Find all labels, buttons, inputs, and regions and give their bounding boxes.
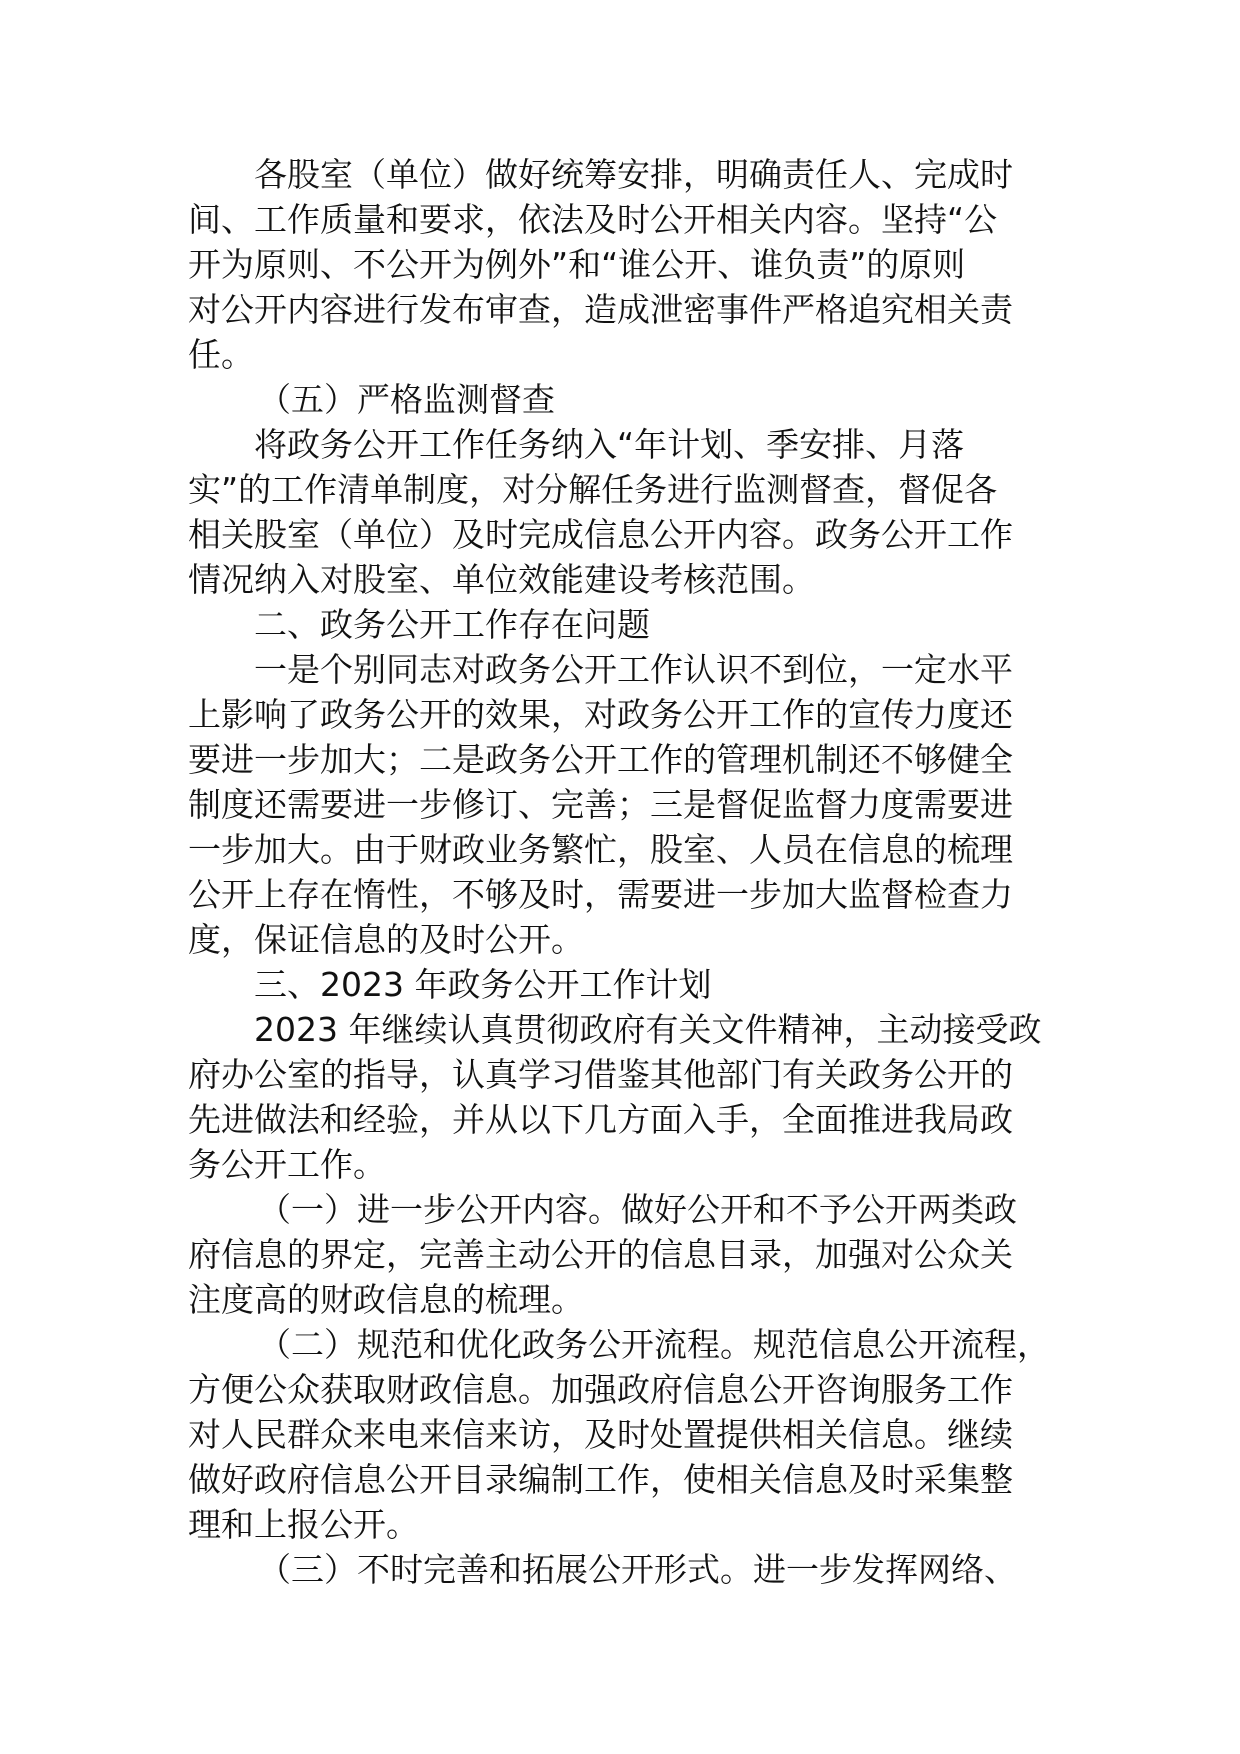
text-line: 开为原则、不公开为例外”和“谁公开、谁负责”的原则 (188, 245, 966, 284)
text-line: 间、工作质量和要求，依法及时公开相关内容。坚持“公 (188, 200, 998, 239)
text-line: 先进做法和经验，并从以下几方面入手，全面推进我局政 (188, 1100, 1013, 1139)
text-line: 公开上存在惰性，不够及时，需要进一步加大监督检查力 (188, 875, 1013, 914)
text-line: 一步加大。由于财政业务繁忙，股室、人员在信息的梳理 (188, 830, 1013, 869)
text-line: 做好政府信息公开目录编制工作，使相关信息及时采集整 (188, 1460, 1013, 1499)
text-line: 要进一步加大；二是政务公开工作的管理机制还不够健全 (188, 740, 1013, 779)
text-line: 将政务公开工作任务纳入“年计划、季安排、月落 (254, 425, 965, 464)
text-line: 理和上报公开。 (188, 1505, 419, 1544)
text-line: 相关股室（单位）及时完成信息公开内容。政务公开工作 (188, 515, 1013, 554)
text-line: 二、政务公开工作存在问题 (254, 605, 650, 644)
text-line: 注度高的财政信息的梳理。 (188, 1280, 584, 1319)
text-line: 务公开工作。 (188, 1145, 386, 1184)
text-line: 度，保证信息的及时公开。 (188, 920, 584, 959)
text-line: 方便公众获取财政信息。加强政府信息公开咨询服务工作 (188, 1370, 1013, 1409)
text-line: 三、2023 年政务公开工作计划 (254, 965, 712, 1004)
text-line: 上影响了政务公开的效果，对政务公开工作的宣传力度还 (188, 695, 1013, 734)
text-line: 对人民群众来电来信来访，及时处置提供相关信息。继续 (188, 1415, 1013, 1454)
text-line: 府信息的界定，完善主动公开的信息目录，加强对公众关 (188, 1235, 1013, 1274)
document-body (188, 152, 1056, 1592)
text-line: 各股室（单位）做好统筹安排，明确责任人、完成时 (254, 155, 1013, 194)
text-line: 2023 年继续认真贯彻政府有关文件精神，主动接受政 (254, 1010, 1042, 1049)
text-line: 实”的工作清单制度，对分解任务进行监测督查，督促各 (188, 470, 998, 509)
text-line: （五）严格监测督查 (258, 380, 555, 419)
text-line: （三）不时完善和拓展公开形式。进一步发挥网络、 (258, 1550, 1017, 1589)
text-line: 任。 (188, 335, 254, 374)
text-line: 制度还需要进一步修订、完善；三是督促监督力度需要进 (188, 785, 1013, 824)
text-line: （一）进一步公开内容。做好公开和不予公开两类政 (258, 1190, 1017, 1229)
text-line: 情况纳入对股室、单位效能建设考核范围。 (188, 560, 815, 599)
text-line: 一是个别同志对政务公开工作认识不到位，一定水平 (254, 650, 1013, 689)
text-line: 府办公室的指导，认真学习借鉴其他部门有关政务公开的 (188, 1055, 1013, 1094)
text-line: （二）规范和优化政务公开流程。规范信息公开流程， (258, 1325, 1050, 1364)
text-line: 对公开内容进行发布审查，造成泄密事件严格追究相关责 (188, 290, 1013, 329)
